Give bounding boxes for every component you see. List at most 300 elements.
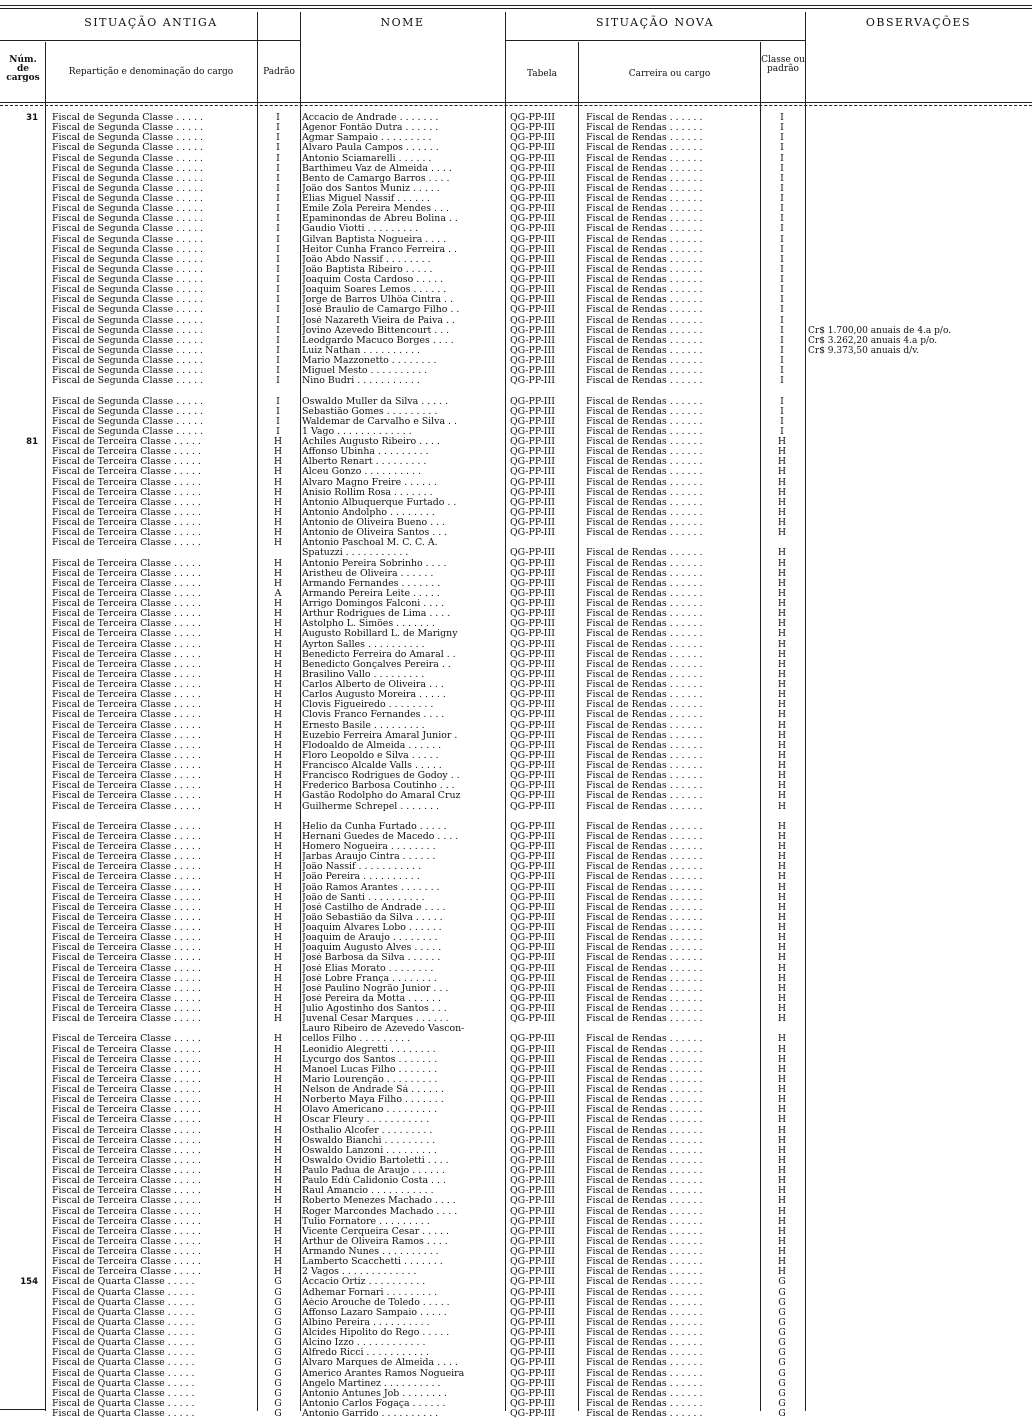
cell-padrao: H xyxy=(273,467,283,478)
cell-nome: Vicente Cerqueira Cesar . . . . . xyxy=(302,1226,449,1237)
table-row xyxy=(0,255,1032,265)
cell-cargo: Fiscal de Terceira Classe . . . . . xyxy=(52,983,201,994)
cell-padrao: H xyxy=(273,1085,283,1095)
cell-tabela: QG-PP-III xyxy=(510,447,555,458)
cell-carreira: Fiscal de Rendas . . . . . . xyxy=(586,275,703,285)
cell-tabela: QG-PP-III xyxy=(510,528,555,539)
cell-padrao: H xyxy=(273,1145,283,1156)
cell-cargo: Fiscal de Terceira Classe . . . . . xyxy=(52,993,201,1004)
cell-padrao: H xyxy=(273,862,283,873)
cell-tabela: QG-PP-III xyxy=(510,1307,555,1318)
cell-padrao: H xyxy=(273,609,283,620)
table-row xyxy=(0,1277,1032,1287)
cell-padrao: H xyxy=(273,477,283,488)
cell-tabela: QG-PP-III xyxy=(510,791,555,802)
cell-padrao: H xyxy=(273,568,283,579)
cell-padrao: H xyxy=(273,619,283,630)
cell-padrao: H xyxy=(273,740,283,751)
cell-padrao: H xyxy=(273,1247,283,1257)
cell-nome: Floro Leopoldo e Silva . . . . . xyxy=(302,750,439,761)
cell-nome: Agmar Sampaio . . . . . . . . . xyxy=(302,133,432,144)
cell-padrao: H xyxy=(273,639,283,650)
cell-tabela: QG-PP-III xyxy=(510,983,555,994)
cell-classe: G xyxy=(778,1338,786,1349)
cell-cargo: Fiscal de Terceira Classe . . . . . xyxy=(52,568,201,579)
cell-carreira: Fiscal de Rendas . . . . . . xyxy=(586,1348,703,1359)
cell-carreira: Fiscal de Rendas . . . . . . xyxy=(586,173,703,184)
cell-classe: H xyxy=(777,720,787,731)
cell-classe: H xyxy=(777,558,787,569)
cell-tabela: QG-PP-III xyxy=(510,1004,555,1014)
cell-carreira: Fiscal de Rendas . . . . . . xyxy=(586,1064,703,1075)
cell-cargo: Fiscal de Terceira Classe . . . . . xyxy=(52,700,201,711)
cell-cargo: Fiscal de Terceira Classe . . . . . xyxy=(52,1267,201,1278)
cell-classe: H xyxy=(777,1105,787,1116)
cell-carreira: Fiscal de Rendas . . . . . . xyxy=(586,892,703,903)
cell-carreira: Fiscal de Rendas . . . . . . xyxy=(586,244,703,255)
cell-num-cargos: 154 xyxy=(20,1277,38,1288)
cell-classe: H xyxy=(777,1014,787,1025)
table-row xyxy=(0,164,1032,174)
cell-nome: João Nassif . . . . . . . . . . . xyxy=(302,862,422,873)
table-row xyxy=(0,872,1032,882)
cell-cargo: Fiscal de Terceira Classe . . . . . xyxy=(52,923,201,933)
cell-tabela: QG-PP-III xyxy=(510,1358,555,1369)
cell-tabela: QG-PP-III xyxy=(510,1338,555,1349)
cell-padrao: H xyxy=(273,781,283,792)
cell-classe: H xyxy=(777,487,787,498)
cell-cargo: Fiscal de Segunda Classe . . . . . xyxy=(52,426,204,437)
cell-tabela: QG-PP-III xyxy=(510,831,555,842)
cell-nome: Manoel Lucas Filho . . . . . . . xyxy=(302,1064,438,1075)
cell-cargo: Fiscal de Terceira Classe . . . . . xyxy=(52,1125,201,1136)
header-carreira: Carreira ou cargo xyxy=(628,69,711,79)
table-row xyxy=(0,1308,1032,1318)
cell-classe: H xyxy=(777,821,787,832)
cell-classe: H xyxy=(777,619,787,630)
cell-nome: Julio Agostinho dos Santos . . . xyxy=(302,1004,447,1014)
table-row xyxy=(0,305,1032,315)
cell-carreira: Fiscal de Rendas . . . . . . xyxy=(586,669,703,680)
cell-nome: Oswaldo Lanzoni . . . . . . . . . xyxy=(302,1145,437,1156)
cell-nome: Antonio Antunes Job . . . . . . . . xyxy=(302,1388,447,1399)
cell-nome: Angelo Martinez . . . . . . . . . . xyxy=(302,1378,441,1389)
cell-classe: H xyxy=(777,680,787,690)
cell-cargo: Fiscal de Terceira Classe . . . . . xyxy=(52,1074,201,1085)
cell-classe: H xyxy=(777,1085,787,1095)
cell-padrao: H xyxy=(273,1125,283,1136)
cell-carreira: Fiscal de Rendas . . . . . . xyxy=(586,649,703,660)
table-row xyxy=(0,1399,1032,1409)
table-row xyxy=(0,690,1032,700)
cell-nome: Armando Nunes . . . . . . . . . . xyxy=(302,1247,439,1257)
cell-cargo: Fiscal de Segunda Classe . . . . . xyxy=(52,133,204,144)
cell-tabela: QG-PP-III xyxy=(510,204,555,215)
table-row xyxy=(0,356,1032,366)
table-row xyxy=(0,1298,1032,1308)
cell-nome: Antonio Carlos Fogaça . . . . . . xyxy=(302,1398,446,1409)
cell-tabela: QG-PP-III xyxy=(510,720,555,731)
cell-classe: H xyxy=(777,1034,787,1045)
cell-observacao: Cr$ 3.262,20 anuais 4.a p/o. xyxy=(808,335,938,346)
table-row xyxy=(0,893,1032,903)
cell-tabela: QG-PP-III xyxy=(510,1226,555,1237)
cell-cargo: Fiscal de Segunda Classe . . . . . xyxy=(52,113,204,123)
cell-cargo: Fiscal de Segunda Classe . . . . . xyxy=(52,335,204,346)
cell-classe: I xyxy=(780,204,784,215)
cell-classe: H xyxy=(777,548,787,559)
cell-nome: Ayrton Salles . . . . . . . . . . xyxy=(302,639,425,650)
cell-nome: Affonso Ubinha . . . . . . . . . xyxy=(302,447,429,458)
cell-tabela: QG-PP-III xyxy=(510,366,555,377)
cell-carreira: Fiscal de Rendas . . . . . . xyxy=(586,457,703,468)
cell-cargo: Fiscal de Segunda Classe . . . . . xyxy=(52,194,204,204)
cell-tabela: QG-PP-III xyxy=(510,335,555,346)
table-row xyxy=(0,1237,1032,1247)
cell-classe: H xyxy=(777,588,787,599)
cell-padrao: I xyxy=(276,163,280,174)
cell-carreira: Fiscal de Rendas . . . . . . xyxy=(586,730,703,741)
cell-padrao: H xyxy=(273,821,283,832)
cell-padrao: G xyxy=(274,1388,282,1399)
cell-nome: Waldemar de Carvalho e Silva . . xyxy=(302,416,457,427)
cell-carreira: Fiscal de Rendas . . . . . . xyxy=(586,224,703,235)
cell-padrao: H xyxy=(273,599,283,609)
cell-tabela: QG-PP-III xyxy=(510,963,555,974)
cell-padrao: H xyxy=(273,1226,283,1237)
cell-classe: H xyxy=(777,933,787,944)
table-row xyxy=(0,1075,1032,1085)
cell-padrao: H xyxy=(273,669,283,680)
cell-carreira: Fiscal de Rendas . . . . . . xyxy=(586,761,703,771)
cell-padrao: G xyxy=(274,1398,282,1409)
cell-nome: Elias Miguel Nassif . . . . . . xyxy=(302,194,431,204)
cell-cargo: Fiscal de Terceira Classe . . . . . xyxy=(52,821,201,832)
cell-cargo: Fiscal de Terceira Classe . . . . . xyxy=(52,649,201,660)
cell-tabela: QG-PP-III xyxy=(510,345,555,356)
cell-nome: Olavo Americano . . . . . . . . . xyxy=(302,1105,438,1116)
cell-nome: Nino Budri . . . . . . . . . . . xyxy=(302,376,420,387)
cell-padrao: H xyxy=(273,1267,283,1278)
cell-nome: Joaquim de Araujo . . . . . . . . xyxy=(302,933,438,944)
table-row xyxy=(0,1034,1032,1044)
cell-padrao: H xyxy=(273,1064,283,1075)
cell-classe: I xyxy=(780,163,784,174)
cell-carreira: Fiscal de Rendas . . . . . . xyxy=(586,345,703,356)
cell-padrao: H xyxy=(273,761,283,771)
cell-carreira: Fiscal de Rendas . . . . . . xyxy=(586,831,703,842)
cell-padrao: H xyxy=(273,1166,283,1176)
cell-nome: Juvenal Cesar Marques . . . . . . xyxy=(302,1014,449,1025)
cell-carreira: Fiscal de Rendas . . . . . . xyxy=(586,1054,703,1065)
cell-classe: I xyxy=(780,234,784,245)
cell-padrao: H xyxy=(273,912,283,923)
cell-carreira: Fiscal de Rendas . . . . . . xyxy=(586,183,703,194)
cell-cargo: Fiscal de Terceira Classe . . . . . xyxy=(52,892,201,903)
table-row xyxy=(0,923,1032,933)
cell-padrao: G xyxy=(274,1287,282,1298)
cell-classe: I xyxy=(780,315,784,326)
cell-classe: G xyxy=(778,1409,786,1419)
cell-cargo: Fiscal de Segunda Classe . . . . . xyxy=(52,264,204,275)
cell-tabela: QG-PP-III xyxy=(510,467,555,478)
table-row xyxy=(0,457,1032,467)
table-row xyxy=(0,478,1032,488)
cell-carreira: Fiscal de Rendas . . . . . . xyxy=(586,528,703,539)
cell-observacao: Cr$ 9.373,50 anuais d/v. xyxy=(808,345,920,356)
cell-tabela: QG-PP-III xyxy=(510,1115,555,1126)
cell-carreira: Fiscal de Rendas . . . . . . xyxy=(586,264,703,275)
cell-nome: João Sebastião da Silva . . . . . xyxy=(302,912,443,923)
cell-tabela: QG-PP-III xyxy=(510,507,555,518)
cell-padrao: I xyxy=(276,406,280,417)
cell-nome: Antonio Sciamarelli . . . . . . xyxy=(302,153,432,164)
cell-classe: H xyxy=(777,669,787,680)
cell-nome: Adhemar Fornari . . . . . . . . . xyxy=(302,1287,438,1298)
cell-nome: Oswaldo Muller da Silva . . . . . xyxy=(302,396,449,407)
cell-padrao: H xyxy=(273,690,283,701)
cell-cargo: Fiscal de Segunda Classe . . . . . xyxy=(52,183,204,194)
cell-nome: Gastão Rodolpho do Amaral Cruz xyxy=(302,791,461,802)
cell-classe: I xyxy=(780,264,784,275)
cell-cargo: Fiscal de Terceira Classe . . . . . xyxy=(52,831,201,842)
table-row xyxy=(0,437,1032,447)
cell-cargo: Fiscal de Terceira Classe . . . . . xyxy=(52,528,201,539)
cell-nome: 2 Vagos . . . . . . . . . . . . . xyxy=(302,1267,417,1278)
cell-nome: João dos Santos Muniz . . . . . xyxy=(302,183,440,194)
cell-nome: Armando Pereira Leite . . . . . xyxy=(302,588,440,599)
header-nome: NOME xyxy=(380,16,425,29)
cell-nome: Jarbas Araujo Cintra . . . . . . xyxy=(302,852,436,863)
cell-cargo: Fiscal de Quarta Classe . . . . . xyxy=(52,1388,195,1399)
cell-padrao: G xyxy=(274,1338,282,1349)
table-row xyxy=(0,741,1032,751)
cell-cargo: Fiscal de Segunda Classe . . . . . xyxy=(52,325,204,336)
cell-cargo: Fiscal de Segunda Classe . . . . . xyxy=(52,406,204,417)
cell-carreira: Fiscal de Rendas . . . . . . xyxy=(586,194,703,204)
cell-tabela: QG-PP-III xyxy=(510,1085,555,1095)
cell-carreira: Fiscal de Rendas . . . . . . xyxy=(586,325,703,336)
cell-classe: I xyxy=(780,123,784,134)
table-row xyxy=(0,680,1032,690)
cell-tabela: QG-PP-III xyxy=(510,558,555,569)
cell-tabela: QG-PP-III xyxy=(510,1196,555,1207)
cell-padrao: I xyxy=(276,264,280,275)
cell-padrao: G xyxy=(274,1368,282,1379)
table-row xyxy=(0,1288,1032,1298)
cell-classe: H xyxy=(777,771,787,782)
cell-padrao: H xyxy=(273,1044,283,1055)
cell-nome: Jorge de Barros Ulhôa Cintra . . xyxy=(302,295,453,306)
cell-tabela: QG-PP-III xyxy=(510,1166,555,1176)
table-row xyxy=(0,700,1032,710)
cell-nome: Francisco Alcalde Valls . . . . . xyxy=(302,761,442,771)
cell-padrao: H xyxy=(273,1196,283,1207)
cell-classe: H xyxy=(777,639,787,650)
cell-cargo: Fiscal de Terceira Classe . . . . . xyxy=(52,801,201,812)
cell-carreira: Fiscal de Rendas . . . . . . xyxy=(586,659,703,670)
cell-carreira: Fiscal de Rendas . . . . . . xyxy=(586,1074,703,1085)
table-row xyxy=(0,761,1032,771)
cell-nome: Ernesto Basile . . . . . . . . . xyxy=(302,720,425,731)
table-row xyxy=(0,660,1032,670)
cell-tabela: QG-PP-III xyxy=(510,548,555,559)
cell-padrao: I xyxy=(276,325,280,336)
cell-classe: G xyxy=(778,1297,786,1308)
cell-cargo: Fiscal de Terceira Classe . . . . . xyxy=(52,872,201,883)
cell-nome: Helio da Cunha Furtado . . . . . xyxy=(302,821,447,832)
cell-classe: G xyxy=(778,1388,786,1399)
cell-tabela: QG-PP-III xyxy=(510,234,555,245)
cell-cargo: Fiscal de Terceira Classe . . . . . xyxy=(52,1236,201,1247)
cell-cargo: Fiscal de Terceira Classe . . . . . xyxy=(52,1064,201,1075)
cell-padrao: H xyxy=(273,933,283,944)
table-row xyxy=(0,376,1032,386)
cell-nome: Antonio Garrido . . . . . . . . . . xyxy=(302,1409,439,1419)
table-row xyxy=(0,1085,1032,1095)
cell-tabela: QG-PP-III xyxy=(510,1216,555,1227)
cell-nome: Jovino Azevedo Bittencourt . . . xyxy=(302,325,450,336)
cell-classe: I xyxy=(780,214,784,225)
table-row xyxy=(0,204,1032,214)
cell-classe: H xyxy=(777,528,787,539)
cell-classe: H xyxy=(777,1044,787,1055)
cell-padrao: G xyxy=(274,1348,282,1359)
cell-cargo: Fiscal de Terceira Classe . . . . . xyxy=(52,477,201,488)
cell-carreira: Fiscal de Rendas . . . . . . xyxy=(586,973,703,984)
cell-nome: Paulo Padua de Araujo . . . . . . xyxy=(302,1166,445,1176)
cell-classe: I xyxy=(780,224,784,235)
cell-cargo: Fiscal de Terceira Classe . . . . . xyxy=(52,852,201,863)
cell-tabela: QG-PP-III xyxy=(510,1135,555,1146)
cell-cargo: Fiscal de Terceira Classe . . . . . xyxy=(52,1034,201,1045)
cell-carreira: Fiscal de Rendas . . . . . . xyxy=(586,1247,703,1257)
cell-cargo: Fiscal de Terceira Classe . . . . . xyxy=(52,912,201,923)
cell-carreira: Fiscal de Rendas . . . . . . xyxy=(586,113,703,123)
cell-carreira: Fiscal de Rendas . . . . . . xyxy=(586,842,703,852)
cell-nome: Alcino Izzo . . . . . . . . . . . . xyxy=(302,1338,426,1349)
cell-padrao: H xyxy=(273,801,283,812)
cell-classe: H xyxy=(777,1145,787,1156)
cell-nome: Astolpho L. Simões . . . . . . . xyxy=(302,619,435,630)
cell-tabela: QG-PP-III xyxy=(510,943,555,954)
table-row xyxy=(0,1257,1032,1267)
cell-classe: H xyxy=(777,1206,787,1217)
cell-nome: Antonio de Oliveira Santos . . . xyxy=(302,528,448,539)
table-row xyxy=(0,832,1032,842)
cell-nome: Augusto Robillard L. de Marigny xyxy=(302,629,458,640)
cell-padrao: H xyxy=(273,507,283,518)
cell-classe: G xyxy=(778,1378,786,1389)
table-row xyxy=(0,1389,1032,1399)
table-row xyxy=(0,488,1032,498)
cell-carreira: Fiscal de Rendas . . . . . . xyxy=(586,376,703,387)
cell-cargo: Fiscal de Segunda Classe . . . . . xyxy=(52,163,204,174)
cell-padrao: H xyxy=(273,1236,283,1247)
cell-padrao: I xyxy=(276,305,280,316)
cell-tabela: QG-PP-III xyxy=(510,133,555,144)
table-row xyxy=(0,791,1032,801)
table-row xyxy=(0,1024,1032,1034)
cell-tabela: QG-PP-III xyxy=(510,1125,555,1136)
cell-cargo: Fiscal de Terceira Classe . . . . . xyxy=(52,1247,201,1257)
cell-cargo: Fiscal de Quarta Classe . . . . . xyxy=(52,1378,195,1389)
cell-tabela: QG-PP-III xyxy=(510,275,555,285)
table-row xyxy=(0,1358,1032,1368)
cell-nome: Alfredo Ricci . . . . . . . . . . . xyxy=(302,1348,430,1359)
cell-nome: Anisio Rollim Rosa . . . . . . . xyxy=(302,487,433,498)
cell-tabela: QG-PP-III xyxy=(510,214,555,225)
table-row xyxy=(0,559,1032,569)
cell-nome: Carlos Augusto Moreira . . . . . xyxy=(302,690,446,701)
cell-tabela: QG-PP-III xyxy=(510,862,555,873)
cell-carreira: Fiscal de Rendas . . . . . . xyxy=(586,862,703,873)
cell-padrao: H xyxy=(273,487,283,498)
cell-padrao: H xyxy=(273,1155,283,1166)
cell-tabela: QG-PP-III xyxy=(510,750,555,761)
cell-classe: H xyxy=(777,791,787,802)
cell-padrao: H xyxy=(273,730,283,741)
cell-nome: José Braulio de Camargo Filho . . xyxy=(302,305,460,316)
cell-cargo: Fiscal de Terceira Classe . . . . . xyxy=(52,750,201,761)
header-situacao-antiga: SITUAÇÃO ANTIGA xyxy=(84,16,218,29)
cell-carreira: Fiscal de Rendas . . . . . . xyxy=(586,1014,703,1025)
cell-nome: Alberto Renart . . . . . . . . . xyxy=(302,457,427,468)
table-row xyxy=(0,295,1032,305)
cell-padrao: H xyxy=(273,518,283,528)
cell-carreira: Fiscal de Rendas . . . . . . xyxy=(586,609,703,620)
cell-tabela: QG-PP-III xyxy=(510,1044,555,1055)
cell-padrao: I xyxy=(276,295,280,306)
cell-padrao: H xyxy=(273,963,283,974)
table-body xyxy=(0,113,1032,1419)
table-row xyxy=(0,427,1032,437)
table-row xyxy=(0,903,1032,913)
cell-carreira: Fiscal de Rendas . . . . . . xyxy=(586,1236,703,1247)
cell-padrao: H xyxy=(273,1115,283,1126)
cell-nome: Benedicto Gonçalves Pereira . . xyxy=(302,659,451,670)
table-row xyxy=(0,1095,1032,1105)
cell-classe: H xyxy=(777,437,787,447)
cell-classe: H xyxy=(777,923,787,933)
cell-nome: Oswaldo Bianchi . . . . . . . . . xyxy=(302,1135,436,1146)
cell-cargo: Fiscal de Terceira Classe . . . . . xyxy=(52,1095,201,1106)
table-row xyxy=(0,508,1032,518)
cell-tabela: QG-PP-III xyxy=(510,710,555,721)
table-row xyxy=(0,964,1032,974)
cell-carreira: Fiscal de Rendas . . . . . . xyxy=(586,1186,703,1197)
table-row xyxy=(0,346,1032,356)
table-row xyxy=(0,1105,1032,1115)
table-row xyxy=(0,812,1032,822)
cell-cargo: Fiscal de Terceira Classe . . . . . xyxy=(52,518,201,528)
cell-cargo: Fiscal de Terceira Classe . . . . . xyxy=(52,467,201,478)
cell-carreira: Fiscal de Rendas . . . . . . xyxy=(586,1307,703,1318)
cell-nome: Antonio Albuquerque Furtado . . xyxy=(302,497,457,508)
header-sub-rule-left xyxy=(0,40,300,41)
table-row xyxy=(0,123,1032,133)
cell-carreira: Fiscal de Rendas . . . . . . xyxy=(586,477,703,488)
cell-carreira: Fiscal de Rendas . . . . . . xyxy=(586,1176,703,1187)
cell-carreira: Fiscal de Rendas . . . . . . xyxy=(586,1216,703,1227)
cell-cargo: Fiscal de Quarta Classe . . . . . xyxy=(52,1409,195,1419)
cell-padrao: G xyxy=(274,1358,282,1369)
table-row xyxy=(0,883,1032,893)
cell-tabela: QG-PP-III xyxy=(510,1105,555,1116)
cell-nome: Alvaro Magno Freire . . . . . . xyxy=(302,477,437,488)
cell-classe: H xyxy=(777,892,787,903)
table-row xyxy=(0,235,1032,245)
